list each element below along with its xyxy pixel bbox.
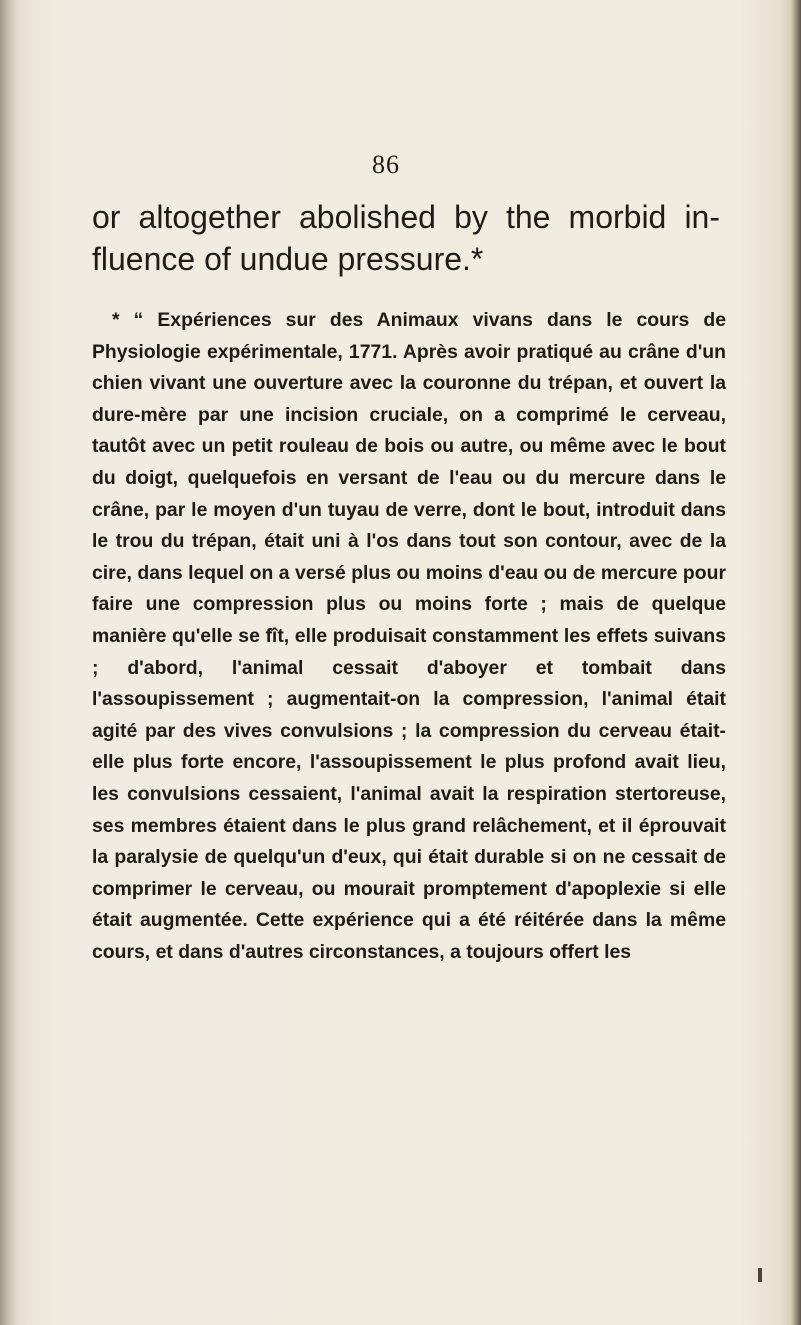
page-edge xyxy=(791,0,801,1325)
footnote xyxy=(92,305,726,968)
body-paragraph: or altogether abolished by the morbid in-fluence of undue pressure.* xyxy=(92,199,720,277)
page-number: 86 xyxy=(372,150,400,179)
page-gutter-shadow xyxy=(0,0,18,1325)
footnote-marker: * “ xyxy=(112,309,144,331)
footnote-text: Expériences sur des Animaux vivans dans le cours de Physiologie expérimentale, 1771. Après avoir pratiqué au crâne d'un chien vivant une ouverture avec la couronne du trépan, et ouvert la dure-mère par une incision cruciale, on a comprimé le cerveau, tautôt avec un petit rouleau de bois ou autre, ou même avec le bout du doigt, quelquefois en versant de l'eau ou du mercure dans le crâne, par le moyen d'un tuyau de verre, dont le bout, introduit dans le trou du trépan, était uni à l'os dans tout son contour, avec de la cire, dans lequel on a versé plus ou moins d'eau ou de mercure pour faire une compression plus ou moins forte ; mais de quelque manière qu'elle se fît, elle produisait constamment les effets suivans ; d'abord, l'animal cessait d'aboyer et tombait dans l'assoupissement ; augmentait-on la compression, l'animal était agité par des vives convulsions ; la compression du cerveau était-elle plus forte encore, l'assoupissement le plus profond avait lieu, les convulsions cessaient, l'animal avait la respiration stertoreuse, ses membres étaient dans le plus grand relâchement, et il éprouvait la paralysie de quelqu'un d'eux, qui était durable si on ne cessait de comprimer le cerveau, ou mourait promptement d'apoplexie si elle était augmentée. Cette expérience qui a été réitérée dans la même cours, et dans d'autres circonstances, a toujours offert les xyxy=(92,309,726,963)
print-mark xyxy=(758,1268,762,1282)
